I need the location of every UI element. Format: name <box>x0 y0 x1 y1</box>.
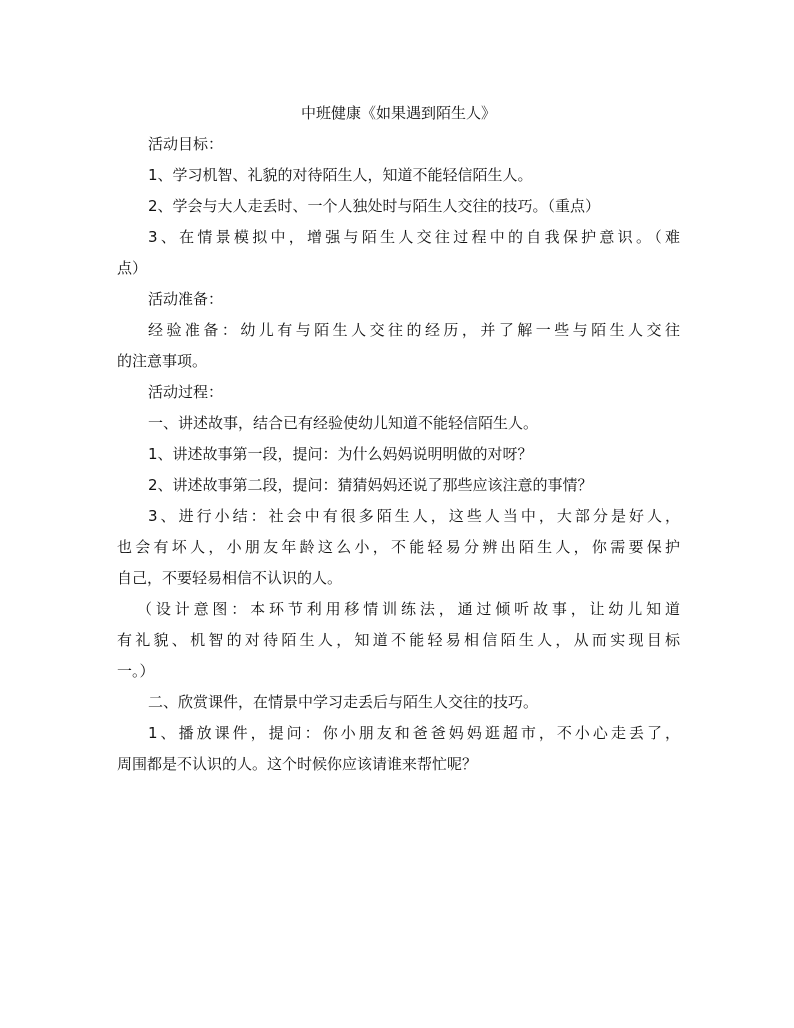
process-step-2-question: 1、播放课件，提问：你小朋友和爸爸妈妈逛超市，不小心走丢了， <box>148 724 680 742</box>
preparation-text-continued: 的注意事项。 <box>117 352 208 370</box>
design-intent: （设计意图：本环节利用移情训练法，通过倾听故事，让幼儿知道 <box>137 600 680 618</box>
goal-item-3-continued: 点） <box>117 259 148 277</box>
goal-item-2: 2、学会与大人走丢时、一个人独处时与陌生人交往的技巧。（重点） <box>148 197 601 215</box>
process-step-1-summary: 3、进行小结：社会中有很多陌生人，这些人当中，大部分是好人， <box>148 507 680 525</box>
process-step-1-question-2: 2、讲述故事第二段，提问：猜猜妈妈还说了那些应该注意的事情？ <box>148 476 593 494</box>
section-heading-goals: 活动目标： <box>148 135 224 153</box>
section-heading-preparation: 活动准备： <box>148 290 224 308</box>
document-title: 中班健康《如果遇到陌生人》 <box>300 104 496 122</box>
section-heading-process: 活动过程： <box>148 383 224 401</box>
design-intent-continued: 有礼貌、机智的对待陌生人，知道不能轻易相信陌生人，从而实现目标 <box>117 631 680 649</box>
process-step-1-summary-end: 自己，不要轻易相信不认识的人。 <box>117 569 343 587</box>
process-step-1-summary-continued: 也会有坏人，小朋友年龄这么小，不能轻易分辨出陌生人，你需要保护 <box>117 538 680 556</box>
process-step-1-question-1: 1、讲述故事第一段，提问：为什么妈妈说明明做的对呀？ <box>148 445 533 463</box>
design-intent-end: 一。） <box>117 662 155 680</box>
process-step-1: 一、讲述故事，结合已有经验使幼儿知道不能轻信陌生人。 <box>148 414 539 432</box>
goal-item-3: 3、在情景模拟中，增强与陌生人交往过程中的自我保护意识。（难 <box>148 228 680 246</box>
goal-item-1: 1、学习机智、礼貌的对待陌生人，知道不能轻信陌生人。 <box>148 166 533 184</box>
process-step-2: 二、欣赏课件，在情景中学习走丢后与陌生人交往的技巧。 <box>148 693 539 711</box>
preparation-text: 经验准备：幼儿有与陌生人交往的经历，并了解一些与陌生人交往 <box>148 321 680 339</box>
document-page <box>117 98 680 780</box>
process-step-2-question-continued: 周围都是不认识的人。这个时候你应该请谁来帮忙呢？ <box>117 755 478 773</box>
